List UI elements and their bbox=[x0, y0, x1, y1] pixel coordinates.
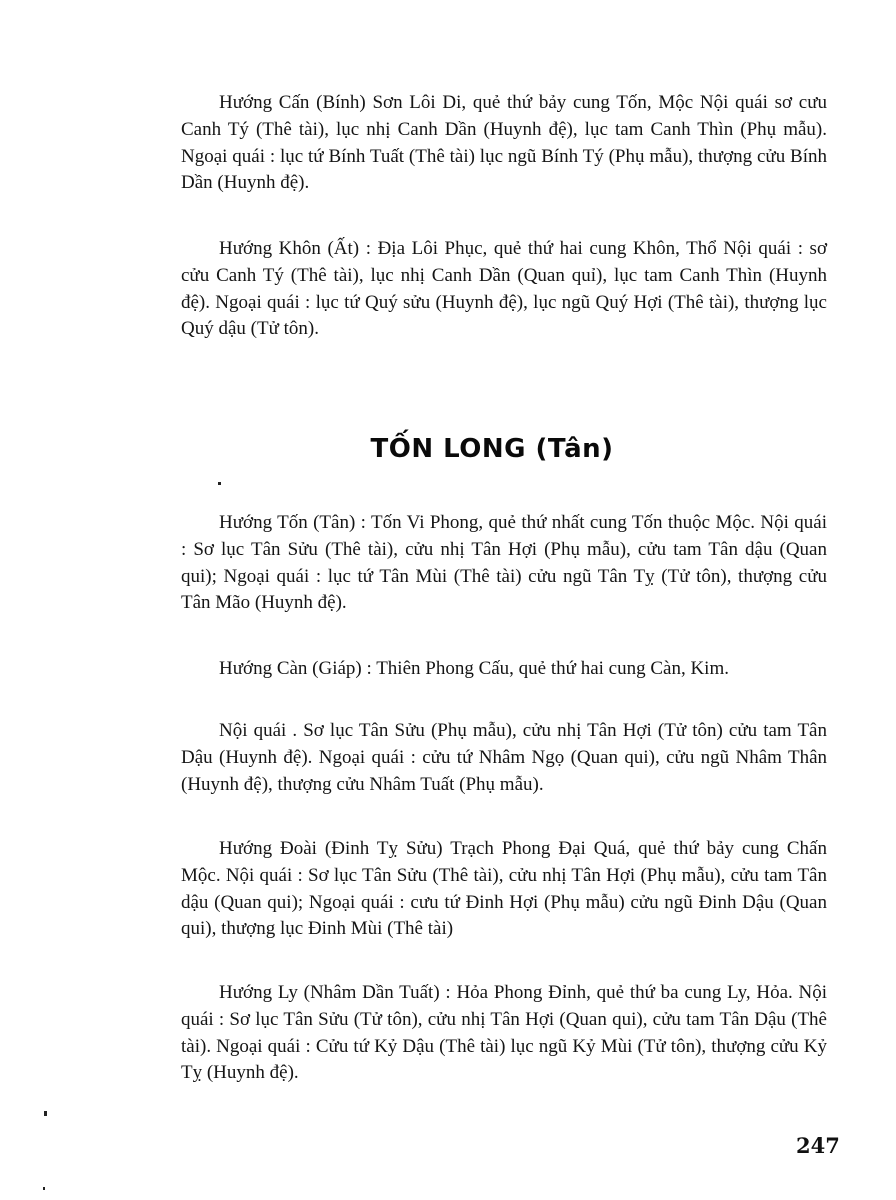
paragraph-huong-ly: Hướng Ly (Nhâm Dần Tuất) : Hỏa Phong Đỉnh, quẻ thứ ba cung Ly, Hỏa. Nội quái : Sơ lục Tân Sửu (Tử tôn), cửu nhị Tân Hợi (Quan qui), cửu tam Tân Dậu (Thê tài). Ngoại quái : Cửu tứ Kỷ Dậu (Thê tài) lục ngũ Kỷ Mùi (Tử tôn), thượng cửu Kỷ Tỵ (Huynh đệ). bbox=[181, 982, 827, 1084]
print-speck bbox=[43, 1187, 45, 1190]
paragraph-huong-khon-at: Hướng Khôn (Ất) : Địa Lôi Phục, quẻ thứ hai cung Khôn, Thổ Nội quái : sơ cửu Canh Tý (Thê tài), lục nhị Canh Dần (Quan quỉ), lục tam Canh Thìn (Huynh đệ). Ngoại quái : lục tứ Quý sửu (Huynh đệ), lục ngũ Quý Hợi (Thê tài), thượng lục Quý dậu (Tử tôn). bbox=[181, 238, 827, 340]
paragraph-huong-can-giap: Hướng Càn (Giáp) : Thiên Phong Cấu, quẻ thứ hai cung Càn, Kim. bbox=[219, 658, 729, 679]
print-speck bbox=[44, 1111, 47, 1116]
print-speck bbox=[218, 482, 221, 485]
section-heading: TỐN LONG (Tân) bbox=[370, 434, 614, 464]
page-number: 247 bbox=[796, 1133, 840, 1158]
paragraph-noi-quai: Nội quái . Sơ lục Tân Sửu (Phụ mẫu), cửu nhị Tân Hợi (Tử tôn) cửu tam Tân Dậu (Huynh đệ). Ngoại quái : cửu tứ Nhâm Ngọ (Quan qui), cửu ngũ Nhâm Thân (Huynh đệ), thượng cửu Nhâm Tuất (Phụ mẫu). bbox=[181, 720, 827, 795]
paragraph-huong-can-binh: Hướng Cấn (Bính) Sơn Lôi Di, quẻ thứ bảy cung Tốn, Mộc Nội quái sơ cưu Canh Tý (Thê tài), lục nhị Canh Dần (Huynh đệ), lục tam Canh Thìn (Phụ mẫu). Ngoại quái : lục tứ Bính Tuất (Thê tài) lục ngũ Bính Tý (Phụ mẫu), thượng cửu Bính Dần (Huynh đệ). bbox=[181, 92, 827, 194]
paragraph-huong-ton-tan: Hướng Tốn (Tân) : Tốn Vi Phong, quẻ thứ nhất cung Tốn thuộc Mộc. Nội quái : Sơ lục Tân Sửu (Thê tài), cửu nhị Tân Hợi (Phụ mẫu), cửu tam Tân dậu (Quan qui); Ngoại quái : lục tứ Tân Mùi (Thê tài) cửu ngũ Tân Tỵ (Tử tôn), thượng cửu Tân Mão (Huynh đệ). bbox=[181, 512, 827, 614]
paragraph-huong-doai: Hướng Đoài (Đinh Tỵ Sửu) Trạch Phong Đại Quá, quẻ thứ bảy cung Chấn Mộc. Nội quái : Sơ lục Tân Sửu (Thê tài), cửu nhị Tân Hợi (Phụ mẫu), cửu tam Tân dậu (Quan qui); Ngoại quái : cưu tứ Đinh Hợi (Phụ mẫu) cửu ngũ Đinh Dậu (Quan qui), thượng lục Đinh Mùi (Thê tài) bbox=[181, 838, 827, 940]
